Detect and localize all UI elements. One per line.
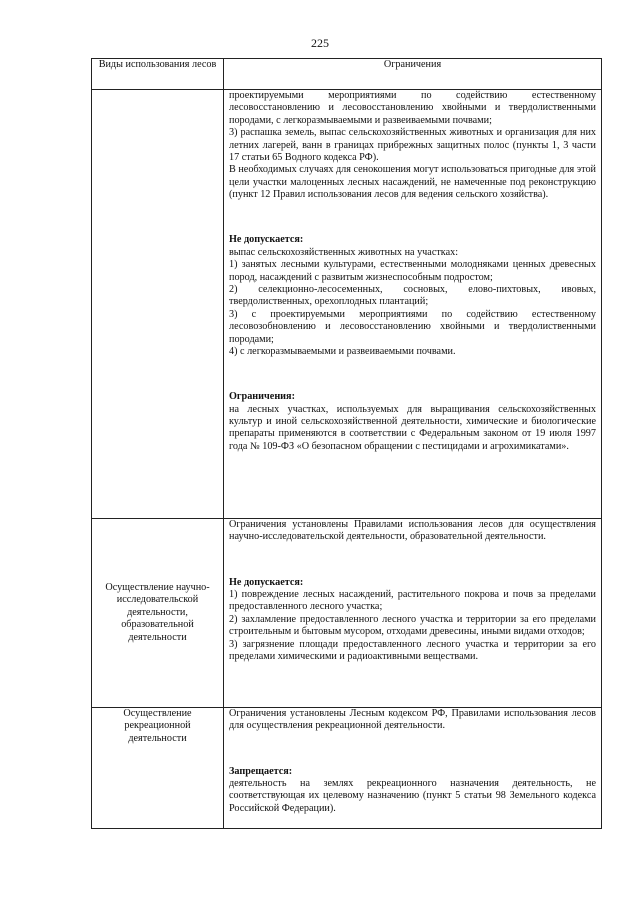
forest-use-type-cell: Осуществление научно-исследовательской деятельности, образовательной деятельности: [92, 519, 224, 708]
restrictions-cell: [224, 708, 602, 829]
section-heading: Ограничения:: [229, 391, 295, 403]
paragraph-gap: [229, 743, 596, 755]
restrictions-cell: [224, 519, 602, 708]
paragraph: 2) селекционно-лесосеменных, сосновых, елово-пихтовых, ивовых, твердолиственных, орехоплодных плантаций;: [229, 284, 596, 308]
table-row: [92, 90, 602, 519]
section-heading: Не допускается:: [229, 234, 304, 246]
paragraph: 4) с легкоразмываемыми и развеиваемыми почвами.: [229, 346, 456, 358]
paragraph: 3) с проектируемыми мероприятиями по содействию естественному лесовозобновлению и лесовосстановлению хвойными и твердолиственными породами;: [229, 308, 596, 345]
restrictions-cell: [224, 90, 602, 519]
restrictions-table: [91, 58, 602, 829]
paragraph: В необходимых случаях для сенокошения могут использоваться пригодные для этой цели участки малоценных лесных насаждений, не намеченные под реконструкцию (пункт 12 Правил использования лесов для ведения сельского хозяйства).: [229, 164, 596, 201]
paragraph: 1) повреждение лесных насаждений, растительного покрова и почв за пределами предоставленного лесного участка;: [229, 588, 596, 613]
paragraph: на лесных участках, используемых для выращивания сельскохозяйственных культур и иной сельскохозяйственной деятельности, химические и биологические препараты применяются в соответствии с Федеральным законом от 19 июля 1997 года № 109-ФЗ «О безопасном обращении с пестицидами и агрохимикатами».: [229, 403, 596, 452]
paragraph: 2) захламление предоставленного лесного участка и территории за его пределами строительным и бытовым мусором, отходами древесины, иными видами отходов;: [229, 613, 596, 638]
forest-use-type-cell: Осуществление рекреационной деятельности: [92, 708, 224, 829]
paragraph-gap: [229, 554, 596, 566]
table-row: [92, 519, 602, 708]
paragraph: деятельность на землях рекреационного назначения деятельность, не соответствующая их целевому назначению (пункт 5 статьи 98 Земельного кодекса Российской Федерации).: [229, 777, 596, 814]
paragraph: 3) распашка земель, выпас сельскохозяйственных животных и организация для них летних лагерей, ванн в границах прибрежных защитных полос (пункты 1, 3 части 17 статьи 65 Водного кодекса РФ).: [229, 127, 596, 164]
paragraph: выпас сельскохозяйственных животных на участках:: [229, 246, 459, 258]
header-forest-use-types: Виды использования лесов: [92, 59, 224, 90]
paragraph: 3) загрязнение площади предоставленного лесного участка и территории за его пределами химическими и радиоактивными веществами.: [229, 638, 596, 663]
page-number: 225: [311, 36, 329, 50]
section-heading: Запрещается:: [229, 765, 293, 777]
section-heading: Не допускается:: [229, 576, 304, 588]
table-header-row: [92, 59, 602, 90]
paragraph: проектируемыми мероприятиями по содействию естественному лесовосстановлению и лесовосстановлению хвойными и твердолиственными породами, с легкоразмываемыми и развеиваемыми почвами;: [229, 90, 596, 126]
paragraph: 1) занятых лесными культурами, естественными молодняками ценных древесных пород, насаждений с развитым жизнеспособным подростом;: [229, 259, 596, 283]
forest-use-type-cell: [92, 90, 224, 519]
paragraph-gap: [229, 369, 596, 381]
paragraph: Ограничения установлены Правилами использования лесов для осуществления научно-исследовательской деятельности, образовательной деятельности.: [229, 519, 596, 543]
paragraph-gap: [229, 212, 596, 224]
paragraph: Ограничения установлены Лесным кодексом РФ, Правилами использования лесов для осуществления рекреационной деятельности.: [229, 708, 596, 732]
header-restrictions: Ограничения: [224, 59, 602, 90]
table-row: [92, 708, 602, 829]
